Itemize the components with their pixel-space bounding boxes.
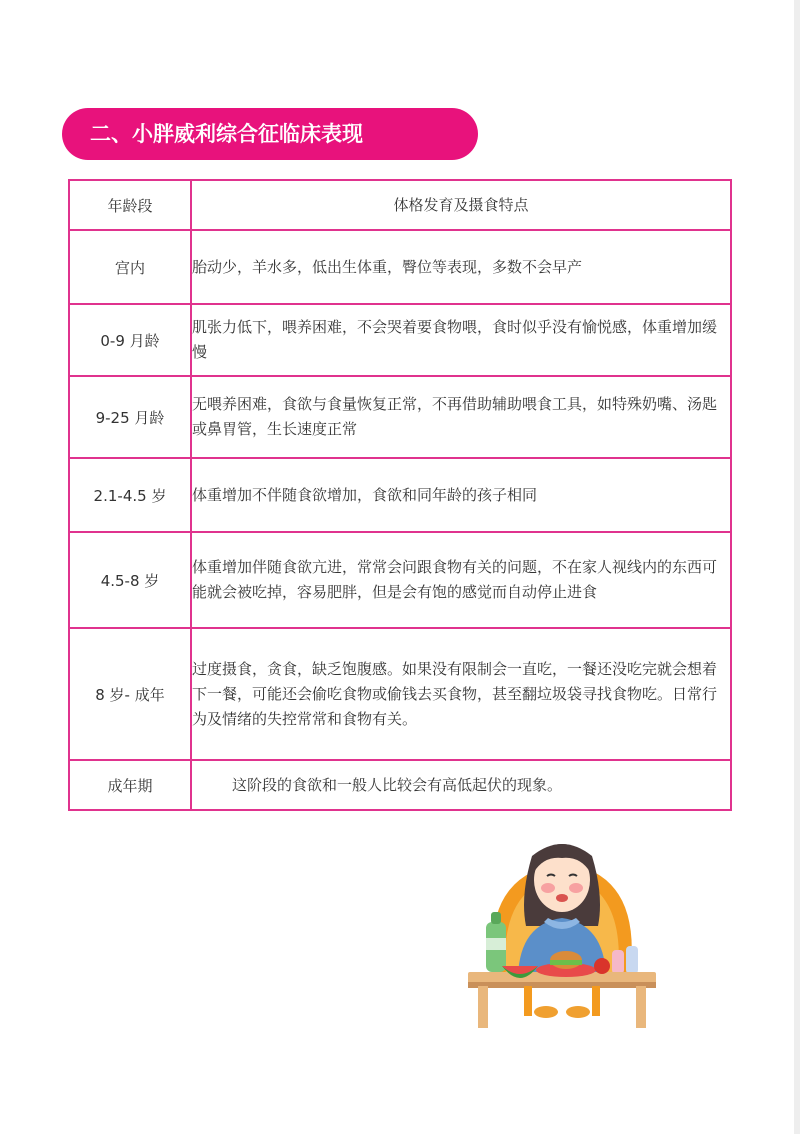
- age-cell: 8 岁- 成年: [69, 628, 191, 760]
- age-cell: 0-9 月龄: [69, 304, 191, 376]
- table-row: [69, 230, 731, 304]
- description-cell: 这阶段的食欲和一般人比较会有高低起伏的现象。: [191, 760, 731, 810]
- page-edge-shadow: [794, 0, 800, 1134]
- description-cell: 过度摄食，贪食，缺乏饱腹感。如果没有限制会一直吃，一餐还没吃完就会想着下一餐，可能还会偷吃食物或偷钱去买食物，甚至翻垃圾袋寻找食物吃。日常行为及情绪的失控常常和食物有关。: [191, 628, 731, 760]
- age-cell: 宫内: [69, 230, 191, 304]
- clinical-features-table: [68, 179, 732, 811]
- description-cell: 体重增加不伴随食欲增加，食欲和同年龄的孩子相同: [191, 458, 731, 532]
- age-cell: 2.1-4.5 岁: [69, 458, 191, 532]
- child-eating-illustration: [462, 826, 662, 1032]
- section-title: 二、小胖威利综合征临床表现: [62, 108, 478, 160]
- age-cell: 成年期: [69, 760, 191, 810]
- description-cell: 无喂养困难，食欲与食量恢复正常，不再借助辅助喂食工具，如特殊奶嘴、汤匙或鼻胃管，生长速度正常: [191, 376, 731, 458]
- table-row: [69, 458, 731, 532]
- description-cell: 体重增加伴随食欲亢进，常常会问跟食物有关的问题，不在家人视线内的东西可能就会被吃掉，容易肥胖，但是会有饱的感觉而自动停止进食: [191, 532, 731, 628]
- description-cell: 肌张力低下，喂养困难，不会哭着要食物喂，食时似乎没有愉悦感，体重增加缓慢: [191, 304, 731, 376]
- table-row: [69, 532, 731, 628]
- table-row: [69, 376, 731, 458]
- header-features: 体格发育及摄食特点: [191, 180, 731, 230]
- table-header-row: [69, 180, 731, 230]
- age-cell: 9-25 月龄: [69, 376, 191, 458]
- age-cell: 4.5-8 岁: [69, 532, 191, 628]
- table-row: [69, 760, 731, 810]
- description-cell: 胎动少，羊水多，低出生体重，臀位等表现，多数不会早产: [191, 230, 731, 304]
- table-row: [69, 628, 731, 760]
- header-age: 年龄段: [69, 180, 191, 230]
- table-row: [69, 304, 731, 376]
